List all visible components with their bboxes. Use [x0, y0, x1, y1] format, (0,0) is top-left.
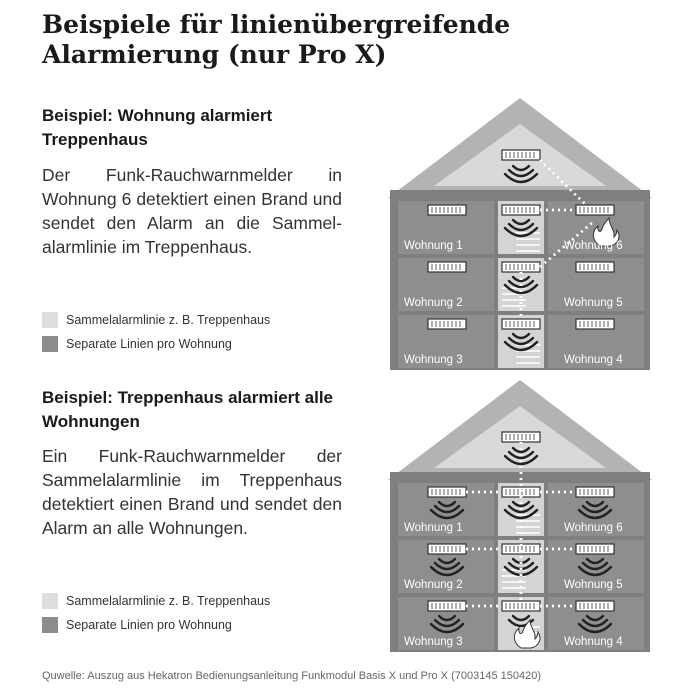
apartment-label-6: Wohnung 6	[564, 522, 623, 534]
legend-swatch-dark	[42, 336, 58, 352]
apartment-label-2: Wohnung 2	[404, 297, 463, 309]
legend-label-separate-lines: Separate Linien pro Wohnung	[66, 337, 232, 351]
apartment-label-2: Wohnung 2	[404, 579, 463, 591]
apartment-label-3: Wohnung 3	[404, 354, 463, 366]
legend-item-collective-line	[42, 589, 270, 613]
apartment-label-5: Wohnung 5	[564, 297, 623, 309]
legend-swatch-light	[42, 593, 58, 609]
house-diagram-example1	[388, 98, 652, 370]
legend-swatch-dark	[42, 617, 58, 633]
legend-item-separate-lines	[42, 332, 270, 356]
example1-heading: Beispiel: Wohnung alarmiert Treppenhaus	[42, 106, 273, 149]
legend-example2	[42, 589, 270, 637]
page-title: Beispiele für linienübergreifende Alarmierung (nur Pro X)	[42, 10, 511, 69]
apartment-label-6: Wohnung 6	[564, 240, 623, 252]
apartment-label-4: Wohnung 4	[564, 354, 623, 366]
apartment-label-4: Wohnung 4	[564, 636, 623, 648]
example1-body: Der Funk-Rauchwarnmelder in Wohnung 6 detektiert einen Brand und sendet den Alarm an die Sammel-alarmlinie im Treppenhaus.	[42, 165, 342, 257]
apartment-label-1: Wohnung 1	[404, 522, 463, 534]
legend-example1	[42, 308, 270, 356]
example2-heading: Beispiel: Treppenhaus alarmiert alle Wohnungen	[42, 388, 334, 431]
example2-body: Ein Funk-Rauchwarnmelder der Sammelalarmlinie im Treppenhaus detektiert einen Brand und sendet den Alarm an alle Wohnungen.	[42, 446, 342, 538]
legend-label-collective-line: Sammelalarmlinie z. B. Treppenhaus	[66, 594, 271, 608]
legend-swatch-light	[42, 312, 58, 328]
source-footer: Quwelle: Auszug aus Hekatron Bedienungsanleitung Funkmodul Basis X und Pro X (7003145 150420)	[42, 670, 541, 682]
house-diagram-example2	[388, 380, 652, 652]
legend-item-separate-lines	[42, 613, 270, 637]
apartment-label-5: Wohnung 5	[564, 579, 623, 591]
apartment-label-3: Wohnung 3	[404, 636, 463, 648]
legend-label-separate-lines: Separate Linien pro Wohnung	[66, 618, 232, 632]
legend-item-collective-line	[42, 308, 270, 332]
apartment-label-1: Wohnung 1	[404, 240, 463, 252]
legend-label-collective-line: Sammelalarmlinie z. B. Treppenhaus	[66, 313, 271, 327]
